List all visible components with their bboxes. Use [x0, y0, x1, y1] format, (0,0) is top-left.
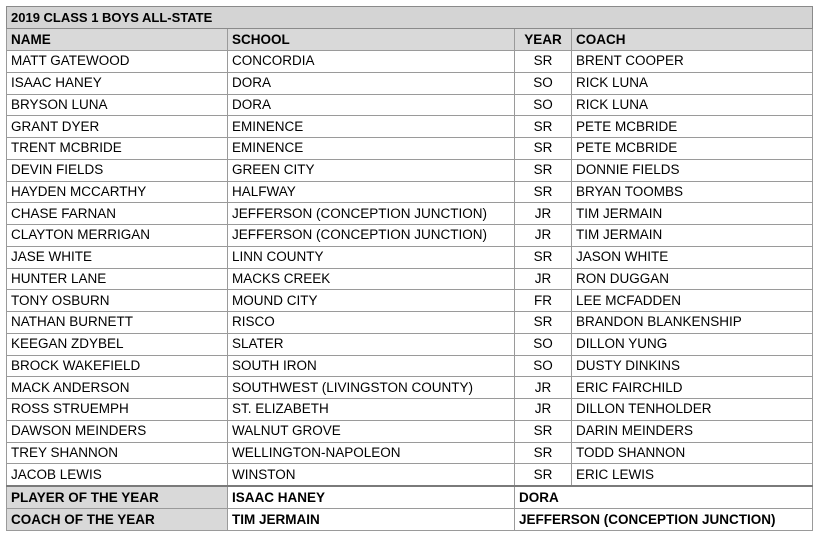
header-year: YEAR: [515, 29, 572, 51]
award-school: DORA: [515, 486, 813, 509]
cell-school: EMINENCE: [228, 138, 515, 160]
cell-year: SR: [515, 159, 572, 181]
cell-name: ISAAC HANEY: [7, 72, 228, 94]
cell-name: ROSS STRUEMPH: [7, 399, 228, 421]
cell-name: TREY SHANNON: [7, 442, 228, 464]
cell-name: KEEGAN ZDYBEL: [7, 333, 228, 355]
cell-year: SR: [515, 312, 572, 334]
cell-name: TONY OSBURN: [7, 290, 228, 312]
cell-name: BROCK WAKEFIELD: [7, 355, 228, 377]
table-row: [7, 51, 813, 73]
cell-name: JASE WHITE: [7, 246, 228, 268]
cell-school: ST. ELIZABETH: [228, 399, 515, 421]
header-coach: COACH: [572, 29, 813, 51]
table-row: [7, 181, 813, 203]
cell-year: SO: [515, 355, 572, 377]
cell-school: LINN COUNTY: [228, 246, 515, 268]
cell-year: JR: [515, 377, 572, 399]
cell-name: HAYDEN MCCARTHY: [7, 181, 228, 203]
award-row: [7, 509, 813, 531]
cell-year: SR: [515, 181, 572, 203]
cell-coach: TODD SHANNON: [572, 442, 813, 464]
cell-coach: DARIN MEINDERS: [572, 420, 813, 442]
table-row: [7, 138, 813, 160]
cell-name: CLAYTON MERRIGAN: [7, 225, 228, 247]
award-rows: [7, 486, 813, 531]
cell-coach: BRANDON BLANKENSHIP: [572, 312, 813, 334]
cell-year: SR: [515, 116, 572, 138]
table-row: [7, 464, 813, 486]
cell-coach: ERIC FAIRCHILD: [572, 377, 813, 399]
cell-name: DEVIN FIELDS: [7, 159, 228, 181]
cell-coach: RICK LUNA: [572, 72, 813, 94]
cell-school: MOUND CITY: [228, 290, 515, 312]
cell-year: SO: [515, 72, 572, 94]
cell-year: SO: [515, 94, 572, 116]
cell-coach: ERIC LEWIS: [572, 464, 813, 486]
cell-coach: RON DUGGAN: [572, 268, 813, 290]
cell-year: JR: [515, 203, 572, 225]
header-name: NAME: [7, 29, 228, 51]
cell-name: TRENT MCBRIDE: [7, 138, 228, 160]
cell-school: GREEN CITY: [228, 159, 515, 181]
cell-name: MATT GATEWOOD: [7, 51, 228, 73]
award-label: PLAYER OF THE YEAR: [7, 486, 228, 509]
cell-school: EMINENCE: [228, 116, 515, 138]
cell-name: GRANT DYER: [7, 116, 228, 138]
cell-school: JEFFERSON (CONCEPTION JUNCTION): [228, 203, 515, 225]
cell-name: BRYSON LUNA: [7, 94, 228, 116]
cell-name: MACK ANDERSON: [7, 377, 228, 399]
table-row: [7, 116, 813, 138]
cell-year: SO: [515, 333, 572, 355]
cell-coach: DONNIE FIELDS: [572, 159, 813, 181]
cell-year: SR: [515, 51, 572, 73]
cell-school: WELLINGTON-NAPOLEON: [228, 442, 515, 464]
all-state-table: [6, 6, 813, 531]
cell-year: JR: [515, 268, 572, 290]
table-row: [7, 420, 813, 442]
cell-coach: DILLON YUNG: [572, 333, 813, 355]
cell-year: JR: [515, 225, 572, 247]
cell-coach: BRENT COOPER: [572, 51, 813, 73]
table-row: [7, 72, 813, 94]
cell-coach: DILLON TENHOLDER: [572, 399, 813, 421]
award-school: JEFFERSON (CONCEPTION JUNCTION): [515, 509, 813, 531]
cell-name: HUNTER LANE: [7, 268, 228, 290]
table-row: [7, 159, 813, 181]
sheet-title: 2019 CLASS 1 BOYS ALL-STATE: [7, 7, 813, 29]
cell-name: NATHAN BURNETT: [7, 312, 228, 334]
table-row: [7, 268, 813, 290]
cell-school: CONCORDIA: [228, 51, 515, 73]
table-row: [7, 442, 813, 464]
title-row: [7, 7, 813, 29]
cell-coach: RICK LUNA: [572, 94, 813, 116]
cell-year: SR: [515, 246, 572, 268]
cell-year: SR: [515, 464, 572, 486]
cell-name: CHASE FARNAN: [7, 203, 228, 225]
table-row: [7, 355, 813, 377]
cell-year: SR: [515, 420, 572, 442]
table-row: [7, 312, 813, 334]
award-row: [7, 486, 813, 509]
header-row: [7, 29, 813, 51]
cell-year: FR: [515, 290, 572, 312]
cell-coach: PETE MCBRIDE: [572, 116, 813, 138]
table-row: [7, 225, 813, 247]
cell-year: SR: [515, 138, 572, 160]
player-rows: [7, 51, 813, 487]
cell-school: SOUTH IRON: [228, 355, 515, 377]
cell-school: WALNUT GROVE: [228, 420, 515, 442]
cell-school: SOUTHWEST (LIVINGSTON COUNTY): [228, 377, 515, 399]
table-row: [7, 333, 813, 355]
cell-school: DORA: [228, 72, 515, 94]
table-row: [7, 377, 813, 399]
table-row: [7, 246, 813, 268]
table-row: [7, 203, 813, 225]
cell-coach: TIM JERMAIN: [572, 203, 813, 225]
table-row: [7, 290, 813, 312]
award-label: COACH OF THE YEAR: [7, 509, 228, 531]
award-person: ISAAC HANEY: [228, 486, 515, 509]
cell-school: JEFFERSON (CONCEPTION JUNCTION): [228, 225, 515, 247]
cell-school: SLATER: [228, 333, 515, 355]
table-row: [7, 94, 813, 116]
cell-school: RISCO: [228, 312, 515, 334]
cell-coach: PETE MCBRIDE: [572, 138, 813, 160]
cell-school: MACKS CREEK: [228, 268, 515, 290]
table-row: [7, 399, 813, 421]
cell-coach: TIM JERMAIN: [572, 225, 813, 247]
header-school: SCHOOL: [228, 29, 515, 51]
cell-school: DORA: [228, 94, 515, 116]
cell-school: HALFWAY: [228, 181, 515, 203]
all-state-sheet: [6, 6, 812, 531]
award-person: TIM JERMAIN: [228, 509, 515, 531]
cell-coach: BRYAN TOOMBS: [572, 181, 813, 203]
cell-coach: LEE MCFADDEN: [572, 290, 813, 312]
cell-school: WINSTON: [228, 464, 515, 486]
cell-coach: DUSTY DINKINS: [572, 355, 813, 377]
cell-year: JR: [515, 399, 572, 421]
cell-name: DAWSON MEINDERS: [7, 420, 228, 442]
cell-year: SR: [515, 442, 572, 464]
cell-coach: JASON WHITE: [572, 246, 813, 268]
cell-name: JACOB LEWIS: [7, 464, 228, 486]
